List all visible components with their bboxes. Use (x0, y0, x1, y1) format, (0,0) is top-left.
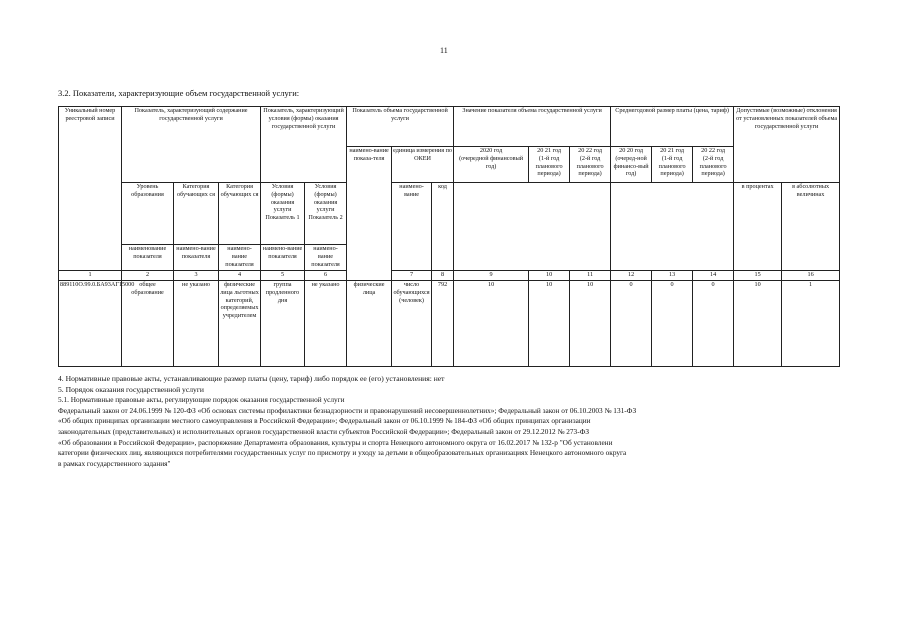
header-indicator-name-3: наимено-вание показателя (219, 245, 261, 271)
col-number: 6 (305, 271, 347, 281)
col-number: 15 (734, 271, 782, 281)
header-content-indicator: Показатель, характеризующий содержание государственной услуги (122, 107, 261, 183)
col-number: 5 (261, 271, 305, 281)
note-regulating-acts: 5.1. Нормативные правовые акты, регулирующие порядок оказания государственной услуги (58, 395, 345, 405)
header-indicator-name-5: наимено-вание показателя (305, 245, 347, 271)
page-number: 11 (440, 46, 448, 55)
cell-indicator-name: физические лица (347, 281, 392, 367)
cell-category-1: не указано (174, 281, 219, 367)
col-number: 9 (454, 271, 529, 281)
header-value-empty (454, 183, 611, 271)
cell-condition-2: не указано (305, 281, 347, 367)
col-number: 7 (392, 271, 432, 281)
cell-condition-1: группа продленного дня (261, 281, 305, 367)
header-allowed-deviation: Допустимые (возможные) отклонения от установленных показателей объема государственной услуги (734, 107, 840, 183)
header-unit-name: наимено-вание (392, 183, 432, 271)
header-indicator-name: наимено-вание показа-теля (347, 147, 392, 281)
note-line: «Об образовании в Российской Федерации», распоряжение Департамента образования, культуры и спорта Ненецкого автономного округа от 16.02.2017 № 132-р "Об установлени (58, 437, 613, 447)
col-number: 4 (219, 271, 261, 281)
col-number: 11 (570, 271, 611, 281)
header-volume-indicator: Показатель объема государственной услуги (347, 107, 454, 147)
header-average-fee: Среднегодовой размер платы (цена, тариф) (611, 107, 734, 147)
col-number: 3 (174, 271, 219, 281)
col-number: 1 (59, 271, 122, 281)
header-condition-2: Условия (формы) оказания услуги Показатель 2 (305, 183, 347, 245)
cell-value-2021: 10 (529, 281, 570, 367)
header-student-category-2: Категория обучающих ся (219, 183, 261, 245)
header-fee-2020: 20 20 год (очеред-ной финансо-вый год) (611, 147, 652, 183)
note-service-order: 5. Порядок оказания государственной услуги (58, 384, 204, 394)
header-condition-1: Условия (формы) оказания услуги Показатель 1 (261, 183, 305, 245)
header-year-2022: 20 22 год (2-й год планового периода) (570, 147, 611, 183)
cell-education-level: общее образование (122, 281, 174, 367)
note-line: категории физических лиц, являющихся потребителями государственных услуг по присмотру и уходу за детьми в общеобразовательных организациях Ненецкого автономного округа (58, 448, 627, 458)
table-row (59, 281, 840, 367)
cell-fee-2020: 0 (611, 281, 652, 367)
header-indicator-name-4: наимено-вание показателя (261, 245, 305, 271)
cell-value-2020: 10 (454, 281, 529, 367)
col-number: 12 (611, 271, 652, 281)
cell-fee-2022: 0 (693, 281, 734, 367)
header-conditions-indicator: Показатель, характеризующий условия (формы) оказания государственной услуги (261, 107, 347, 183)
cell-unit-name: число обучающихся (человек) (392, 281, 432, 367)
col-number: 13 (652, 271, 693, 281)
header-fee-2021: 20 21 год (1-й год планового периода) (652, 147, 693, 183)
legal-notes (58, 374, 858, 469)
column-number-row (59, 271, 840, 281)
col-number: 2 (122, 271, 174, 281)
cell-category-2: физические лица льготных категорий, определяемых учредителем (219, 281, 261, 367)
section-heading: 3.2. Показатели, характеризующие объем государственной услуги: (58, 88, 300, 98)
header-education-level: Уровень образования (122, 183, 174, 245)
note-line: законодательных (представительных) и исполнительных органов государственной власти субъектов Российской Федерации»; Федеральный закон от 29.12.2012 № 273-ФЗ (58, 426, 590, 436)
header-unit: единица измерения по ОКЕИ (392, 147, 454, 183)
header-absolute: в абсолютных величинах (782, 183, 840, 271)
header-fee-2022: 20 22 год (2-й год планового периода) (693, 147, 734, 183)
note-line: «Об общих принципах организации местного самоуправления в Российской Федерации»; Федеральный закон от 06.10.1999 № 184-ФЗ «Об общих принципах организации (58, 416, 591, 426)
cell-value-2022: 10 (570, 281, 611, 367)
header-unit-code: код (432, 183, 454, 271)
col-number: 16 (782, 271, 840, 281)
col-number: 14 (693, 271, 734, 281)
note-line: в рамках государственного задания" (58, 458, 171, 468)
note-line: Федеральный закон от 24.06.1999 № 120-ФЗ «Об основах системы профилактики безнадзорности и правонарушений несовершеннолетних»; Федеральный закон от 06.10.2003 № 131-ФЗ (58, 405, 637, 415)
cell-deviation-percent: 10 (734, 281, 782, 367)
header-indicator-name-1: наименование показателя (122, 245, 174, 271)
cell-unit-code: 792 (432, 281, 454, 367)
cell-deviation-absolute: 1 (782, 281, 840, 367)
note-fee-acts: 4. Нормативные правовые акты, устанавливающие размер платы (цену, тариф) либо порядок ее (его) установления: нет (58, 374, 445, 383)
header-year-2020: 2020 год (очередной финансовый год) (454, 147, 529, 183)
cell-fee-2021: 0 (652, 281, 693, 367)
header-volume-value: Значение показателя объема государственной услуги (454, 107, 611, 147)
header-percent: в процентах (734, 183, 782, 271)
cell-registry-number: 889110О.99.0.БА93АГ15000 (59, 281, 122, 367)
volume-indicators-table (58, 106, 840, 367)
header-fee-empty (611, 183, 734, 271)
header-unique-number: Уникальный номер реестровой записи (59, 107, 122, 271)
col-number: 10 (529, 271, 570, 281)
header-year-2021: 20 21 год (1-й год планового периода) (529, 147, 570, 183)
col-number: 8 (432, 271, 454, 281)
header-student-category-1: Категория обучающих ся (174, 183, 219, 245)
header-indicator-name-2: наимено-вание показателя (174, 245, 219, 271)
